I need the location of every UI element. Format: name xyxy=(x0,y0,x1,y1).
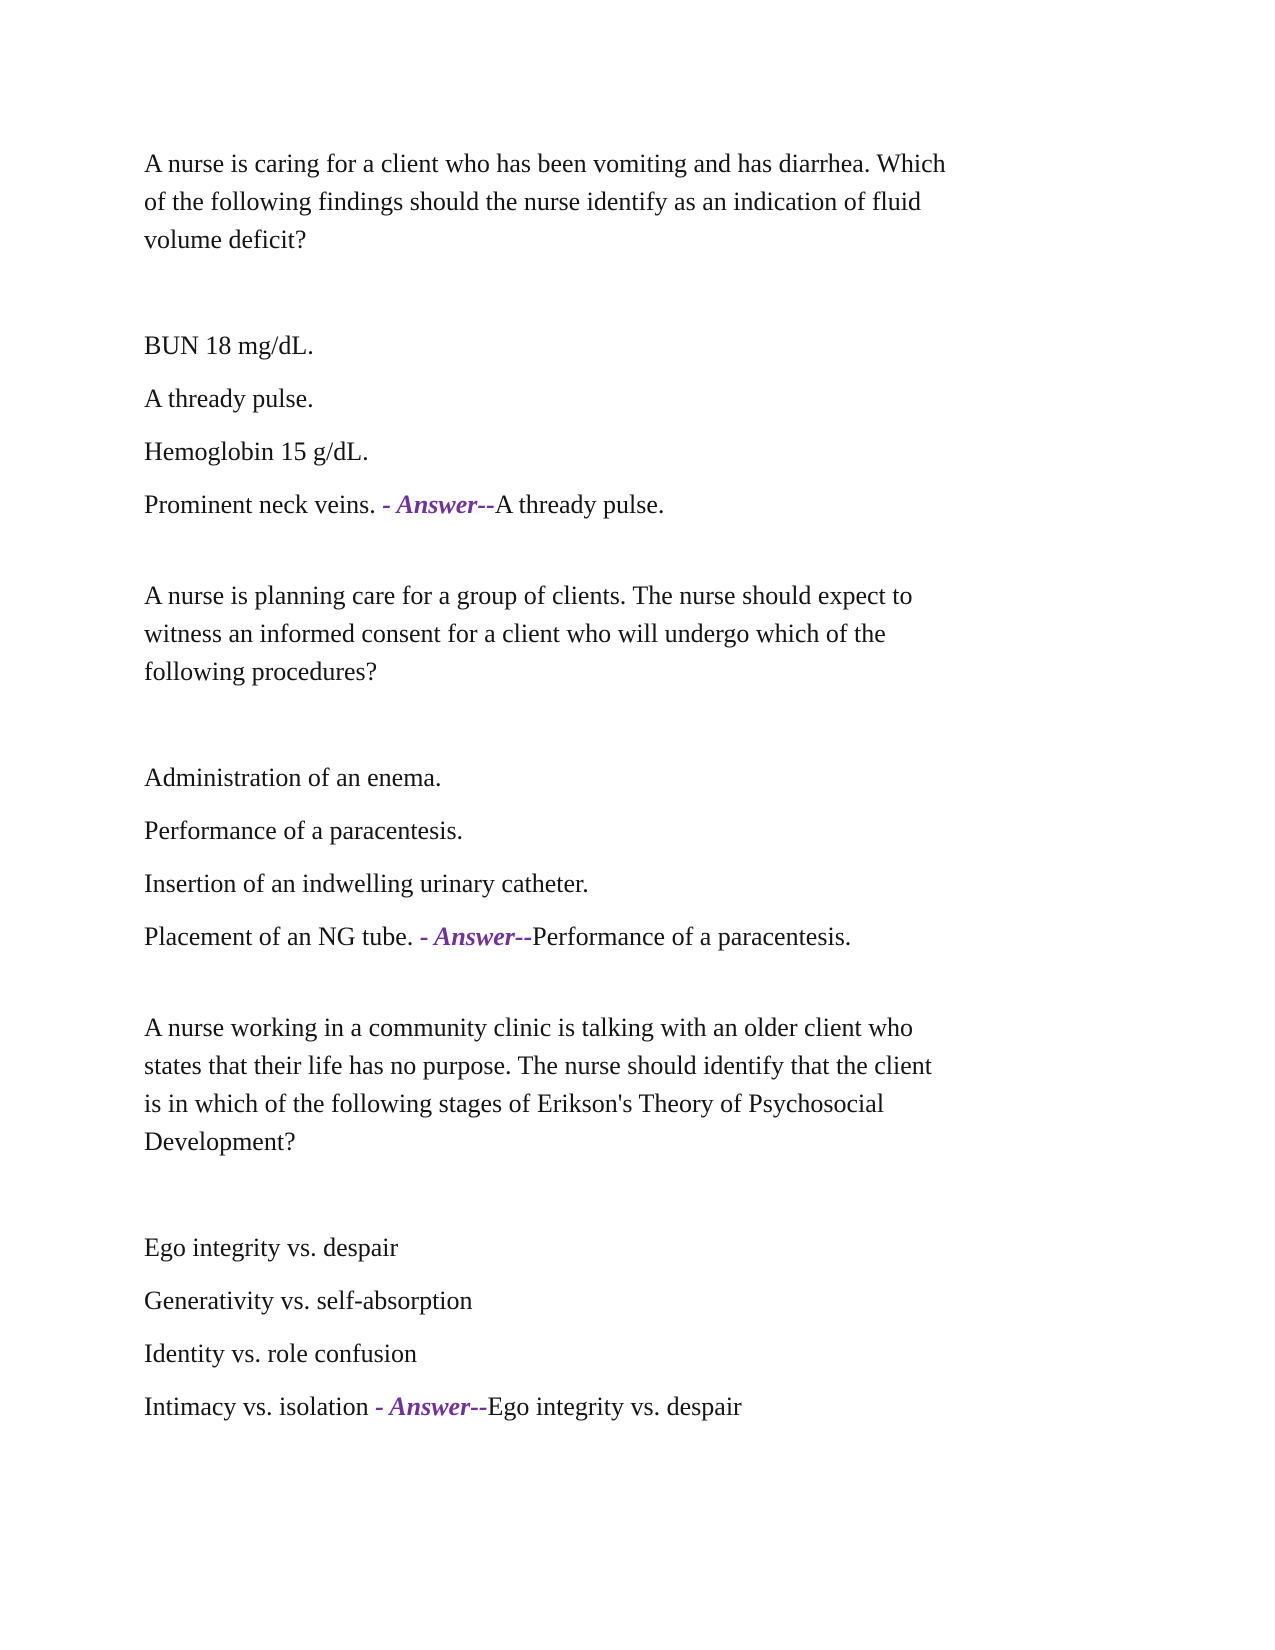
question-line: witness an informed consent for a client who will undergo which of the xyxy=(144,619,886,648)
option-text: Intimacy vs. isolation xyxy=(144,1392,376,1421)
option-text: Prominent neck veins. xyxy=(144,490,383,519)
question-line: A nurse is caring for a client who has been vomiting and has diarrhea. Which xyxy=(144,149,946,178)
answer-marker: - Answer-- xyxy=(375,1392,488,1421)
question-line: Development? xyxy=(144,1127,296,1156)
qa-block-3 xyxy=(144,1009,1135,1426)
qa-block-2 xyxy=(144,577,1135,956)
option-line: A thready pulse. xyxy=(144,384,314,413)
question-3-text xyxy=(144,1009,1135,1161)
answer-text: Performance of a paracentesis. xyxy=(532,922,852,951)
answer-option-line xyxy=(144,1388,1135,1426)
option-text: Placement of an NG tube. xyxy=(144,922,420,951)
question-line: of the following findings should the nurse identify as an indication of fluid xyxy=(144,187,921,216)
question-line: following procedures? xyxy=(144,657,378,686)
option-line: BUN 18 mg/dL. xyxy=(144,331,314,360)
question-2-text xyxy=(144,577,1135,691)
question-line: A nurse is planning care for a group of clients. The nurse should expect to xyxy=(144,581,913,610)
question-line: is in which of the following stages of Erikson's Theory of Psychosocial xyxy=(144,1089,885,1118)
answer-option-line xyxy=(144,918,1135,956)
option-line: Hemoglobin 15 g/dL. xyxy=(144,437,369,466)
answer-text: Ego integrity vs. despair xyxy=(487,1392,742,1421)
option-line: Identity vs. role confusion xyxy=(144,1339,417,1368)
question-1-text xyxy=(144,145,1135,259)
qa-block-1 xyxy=(144,145,1135,524)
question-line: states that their life has no purpose. The nurse should identify that the client xyxy=(144,1051,932,1080)
question-line: A nurse working in a community clinic is talking with an older client who xyxy=(144,1013,914,1042)
answer-marker: - Answer-- xyxy=(419,922,533,951)
option-line: Generativity vs. self-absorption xyxy=(144,1286,473,1315)
question-line: volume deficit? xyxy=(144,225,307,254)
option-line: Performance of a paracentesis. xyxy=(144,816,464,845)
answer-text: A thready pulse. xyxy=(494,490,665,519)
option-line: Insertion of an indwelling urinary catheter. xyxy=(144,869,589,898)
option-line: Administration of an enema. xyxy=(144,763,442,792)
answer-option-line xyxy=(144,486,1135,524)
answer-marker: - Answer-- xyxy=(382,490,495,519)
option-line: Ego integrity vs. despair xyxy=(144,1233,399,1262)
